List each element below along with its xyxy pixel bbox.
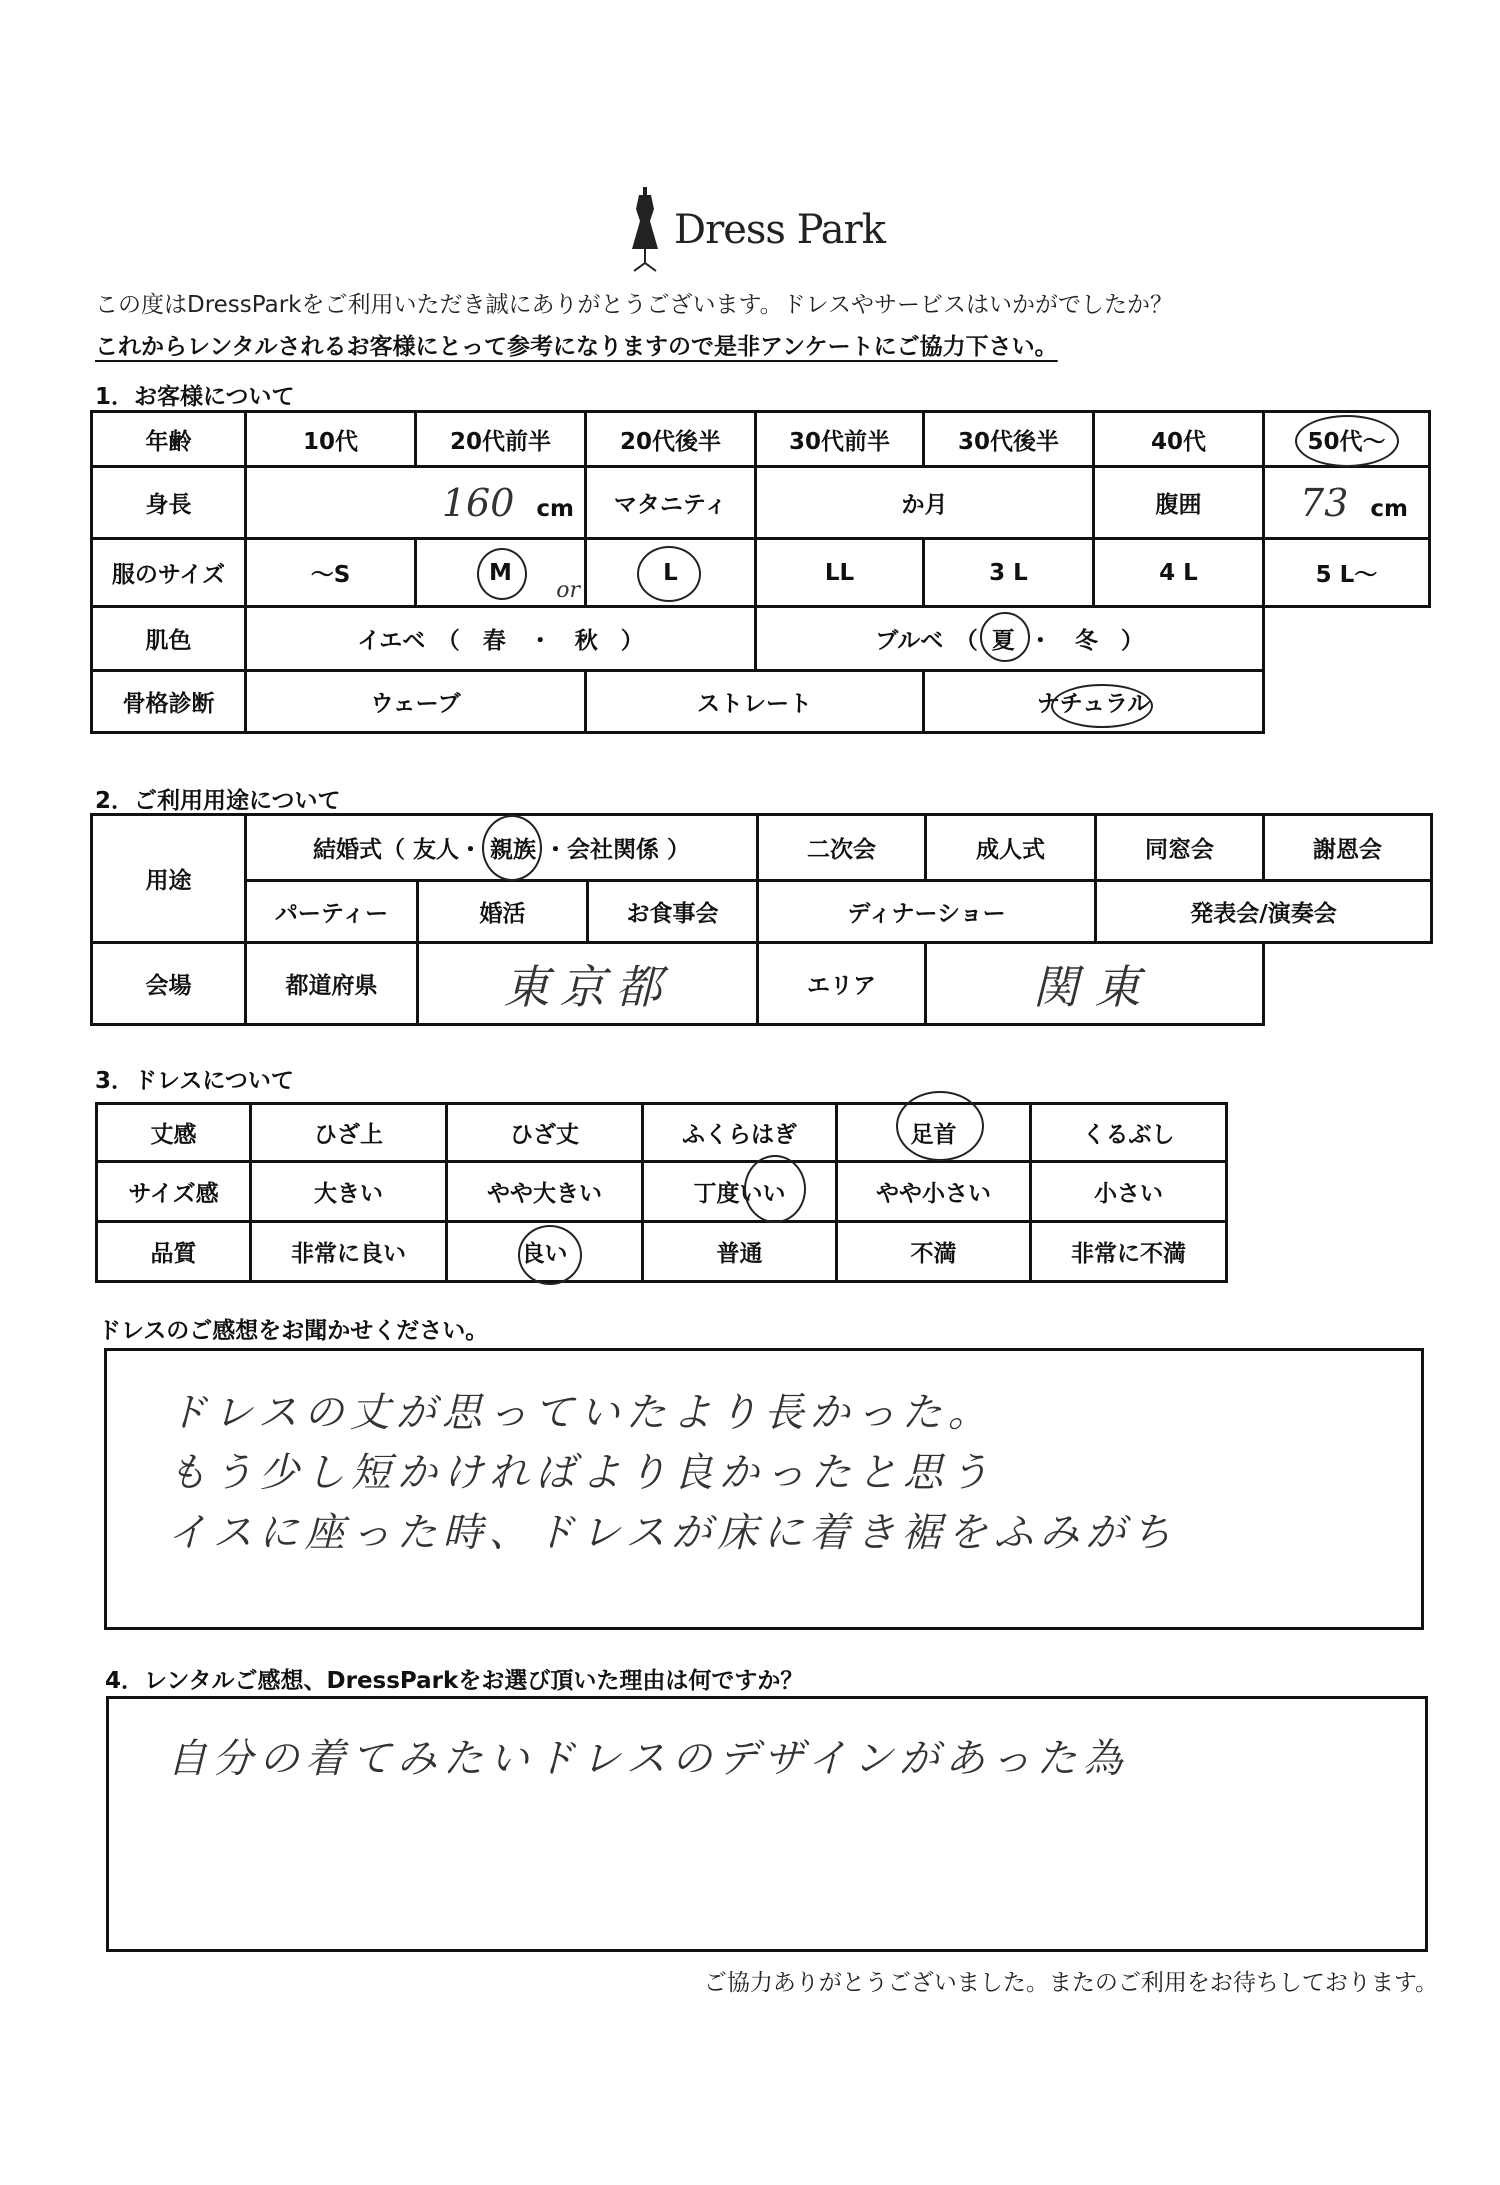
purpose-option[interactable]: 同窓会 bbox=[1096, 815, 1264, 881]
purpose-label: 用途 bbox=[92, 815, 246, 943]
size-row bbox=[92, 539, 1430, 607]
impressions-box[interactable] bbox=[104, 1348, 1424, 1630]
frame-option-label: ナチュラル bbox=[1036, 691, 1151, 717]
length-label: 丈感 bbox=[97, 1104, 251, 1162]
empty-cell bbox=[1264, 671, 1430, 733]
size-option-label: M bbox=[489, 559, 512, 586]
wedding-family-label: 親族 bbox=[490, 837, 536, 863]
dress-table bbox=[95, 1102, 1228, 1283]
skin-summer-option[interactable] bbox=[986, 622, 1021, 655]
age-option[interactable]: 10代 bbox=[246, 412, 416, 467]
wedding-suffix: ・会社関係 ） bbox=[544, 837, 691, 863]
fit-option[interactable]: 大きい bbox=[251, 1162, 447, 1222]
frame-row bbox=[92, 671, 1430, 733]
area-field[interactable] bbox=[926, 943, 1264, 1025]
size-option[interactable]: 4 L bbox=[1094, 539, 1264, 607]
area-value: 関東 bbox=[1032, 959, 1157, 1014]
quality-option[interactable]: 不満 bbox=[837, 1222, 1031, 1282]
frame-option[interactable]: ストレート bbox=[586, 671, 924, 733]
fit-label: サイズ感 bbox=[97, 1162, 251, 1222]
wedding-family-option[interactable] bbox=[490, 831, 536, 864]
height-label: 身長 bbox=[92, 467, 246, 539]
waist-unit: cm bbox=[1370, 495, 1408, 522]
intro-text: この度はDressParkをご利用いただき誠にありがとうございます。ドレスやサービスはいかがでしたか？ bbox=[95, 292, 1173, 318]
purpose-option[interactable]: ディナーショー bbox=[758, 881, 1096, 943]
waist-value: 73 bbox=[1300, 480, 1349, 525]
purpose-option[interactable]: 二次会 bbox=[758, 815, 926, 881]
purpose-row1 bbox=[92, 815, 1432, 881]
reason-title: 4．レンタルご感想、DressParkをお選び頂いた理由は何ですか？ bbox=[105, 1668, 804, 1694]
intro-request: これからレンタルされるお客様にとって参考になりますので是非アンケートにご協力下さい。 bbox=[95, 334, 1058, 360]
age-option[interactable]: 40代 bbox=[1094, 412, 1264, 467]
skin-yellow-option[interactable]: イエベ （ 春 ・ 秋 ） bbox=[246, 607, 756, 671]
age-option[interactable]: 30代前半 bbox=[756, 412, 924, 467]
length-option[interactable]: ふくらはぎ bbox=[643, 1104, 837, 1162]
frame-option[interactable]: ウェーブ bbox=[246, 671, 586, 733]
purpose-option[interactable]: パーティー bbox=[246, 881, 418, 943]
fit-option-selected[interactable] bbox=[643, 1162, 837, 1222]
area-label: エリア bbox=[758, 943, 926, 1025]
skin-blue-suffix: ・ 冬 ） bbox=[1028, 628, 1144, 654]
size-option[interactable]: 5 L～ bbox=[1264, 539, 1430, 607]
quality-option[interactable]: 普通 bbox=[643, 1222, 837, 1282]
pref-label: 都道府県 bbox=[246, 943, 418, 1025]
age-row bbox=[92, 412, 1430, 467]
skin-blue-option[interactable] bbox=[756, 607, 1264, 671]
size-option-selected[interactable] bbox=[416, 539, 586, 607]
logo bbox=[628, 185, 885, 275]
frame-label: 骨格診断 bbox=[92, 671, 246, 733]
impressions-title: ドレスのご感想をお聞かせください。 bbox=[98, 1318, 489, 1344]
wedding-prefix: 結婚式（ 友人・ bbox=[312, 837, 482, 863]
impressions-line: イスに座った時、ドレスが床に着き裾をふみがち bbox=[167, 1510, 1178, 1556]
height-value: 160 bbox=[441, 480, 515, 525]
impressions-line: ドレスの丈が思っていたより長かった。 bbox=[167, 1390, 994, 1436]
fit-row bbox=[97, 1162, 1227, 1222]
age-label: 年齢 bbox=[92, 412, 246, 467]
pref-field[interactable] bbox=[418, 943, 758, 1025]
quality-label: 品質 bbox=[97, 1222, 251, 1282]
waist-label: 腹囲 bbox=[1094, 467, 1264, 539]
length-option-selected[interactable] bbox=[837, 1104, 1031, 1162]
length-option[interactable]: ひざ丈 bbox=[447, 1104, 643, 1162]
quality-option-label: 良い bbox=[521, 1241, 568, 1267]
quality-option[interactable]: 非常に良い bbox=[251, 1222, 447, 1282]
age-option[interactable]: 20代後半 bbox=[586, 412, 756, 467]
maternity-unit: か月 bbox=[901, 492, 948, 518]
fit-option[interactable]: 小さい bbox=[1031, 1162, 1227, 1222]
quality-option-selected[interactable] bbox=[447, 1222, 643, 1282]
frame-option-selected[interactable] bbox=[924, 671, 1264, 733]
size-label: 服のサイズ bbox=[92, 539, 246, 607]
section2-title: 2．ご利用用途について bbox=[95, 788, 341, 814]
fit-option-label: 丁度いい bbox=[693, 1181, 786, 1207]
pref-value: 東京都 bbox=[503, 959, 672, 1014]
purpose-option[interactable]: 成人式 bbox=[926, 815, 1096, 881]
maternity-label: マタニティ bbox=[586, 467, 756, 539]
skin-summer-label: 夏 bbox=[991, 628, 1015, 654]
size-option-label: L bbox=[663, 559, 678, 586]
fit-option[interactable]: やや大きい bbox=[447, 1162, 643, 1222]
wedding-option[interactable] bbox=[246, 815, 758, 881]
age-option[interactable]: 20代前半 bbox=[416, 412, 586, 467]
size-option[interactable]: 3 L bbox=[924, 539, 1094, 607]
section1-title: 1．お客様について bbox=[95, 384, 295, 410]
age-option-selected[interactable] bbox=[1264, 412, 1430, 467]
height-unit: cm bbox=[536, 495, 574, 522]
skin-row bbox=[92, 607, 1430, 671]
length-option[interactable]: ひざ上 bbox=[251, 1104, 447, 1162]
purpose-option[interactable]: 婚活 bbox=[418, 881, 588, 943]
height-row bbox=[92, 467, 1430, 539]
or-note: or bbox=[556, 578, 580, 603]
maternity-field[interactable] bbox=[756, 467, 1094, 539]
customer-table bbox=[90, 410, 1431, 734]
venue-label: 会場 bbox=[92, 943, 246, 1025]
purpose-row2 bbox=[92, 881, 1432, 943]
impressions-line: もう少し短かければより良かったと思う bbox=[167, 1450, 995, 1496]
purpose-option[interactable]: 謝恩会 bbox=[1264, 815, 1432, 881]
quality-row bbox=[97, 1222, 1227, 1282]
footer-text: ご協力ありがとうございました。またのご利用をお待ちしております。 bbox=[703, 1970, 1438, 1996]
purpose-option[interactable]: 発表会/演奏会 bbox=[1096, 881, 1432, 943]
waist-field[interactable] bbox=[1264, 467, 1430, 539]
purpose-table bbox=[90, 813, 1433, 1026]
skin-label: 肌色 bbox=[92, 607, 246, 671]
size-option-selected[interactable] bbox=[586, 539, 756, 607]
venue-row bbox=[92, 943, 1432, 1025]
size-option[interactable]: LL bbox=[756, 539, 924, 607]
purpose-option[interactable]: お食事会 bbox=[588, 881, 758, 943]
age-option[interactable]: 30代後半 bbox=[924, 412, 1094, 467]
age-option-label: 50代～ bbox=[1307, 428, 1386, 455]
empty-cell bbox=[1264, 607, 1430, 671]
reason-box[interactable] bbox=[106, 1696, 1428, 1952]
reason-line: 自分の着てみたいドレスのデザインがあった為 bbox=[167, 1736, 1129, 1782]
length-option-label: 足首 bbox=[910, 1122, 957, 1148]
quality-option[interactable]: 非常に不満 bbox=[1031, 1222, 1227, 1282]
fit-option[interactable]: やや小さい bbox=[837, 1162, 1031, 1222]
size-option[interactable]: ～S bbox=[246, 539, 416, 607]
section3-title: 3．ドレスについて bbox=[95, 1068, 294, 1094]
skin-blue-prefix: ブルベ （ bbox=[875, 628, 978, 654]
dress-form-icon bbox=[628, 187, 662, 273]
length-row bbox=[97, 1104, 1227, 1162]
length-option[interactable]: くるぶし bbox=[1031, 1104, 1227, 1162]
height-field[interactable] bbox=[246, 467, 586, 539]
logo-text: Dress Park bbox=[674, 207, 885, 253]
empty-cell bbox=[1264, 943, 1432, 1025]
